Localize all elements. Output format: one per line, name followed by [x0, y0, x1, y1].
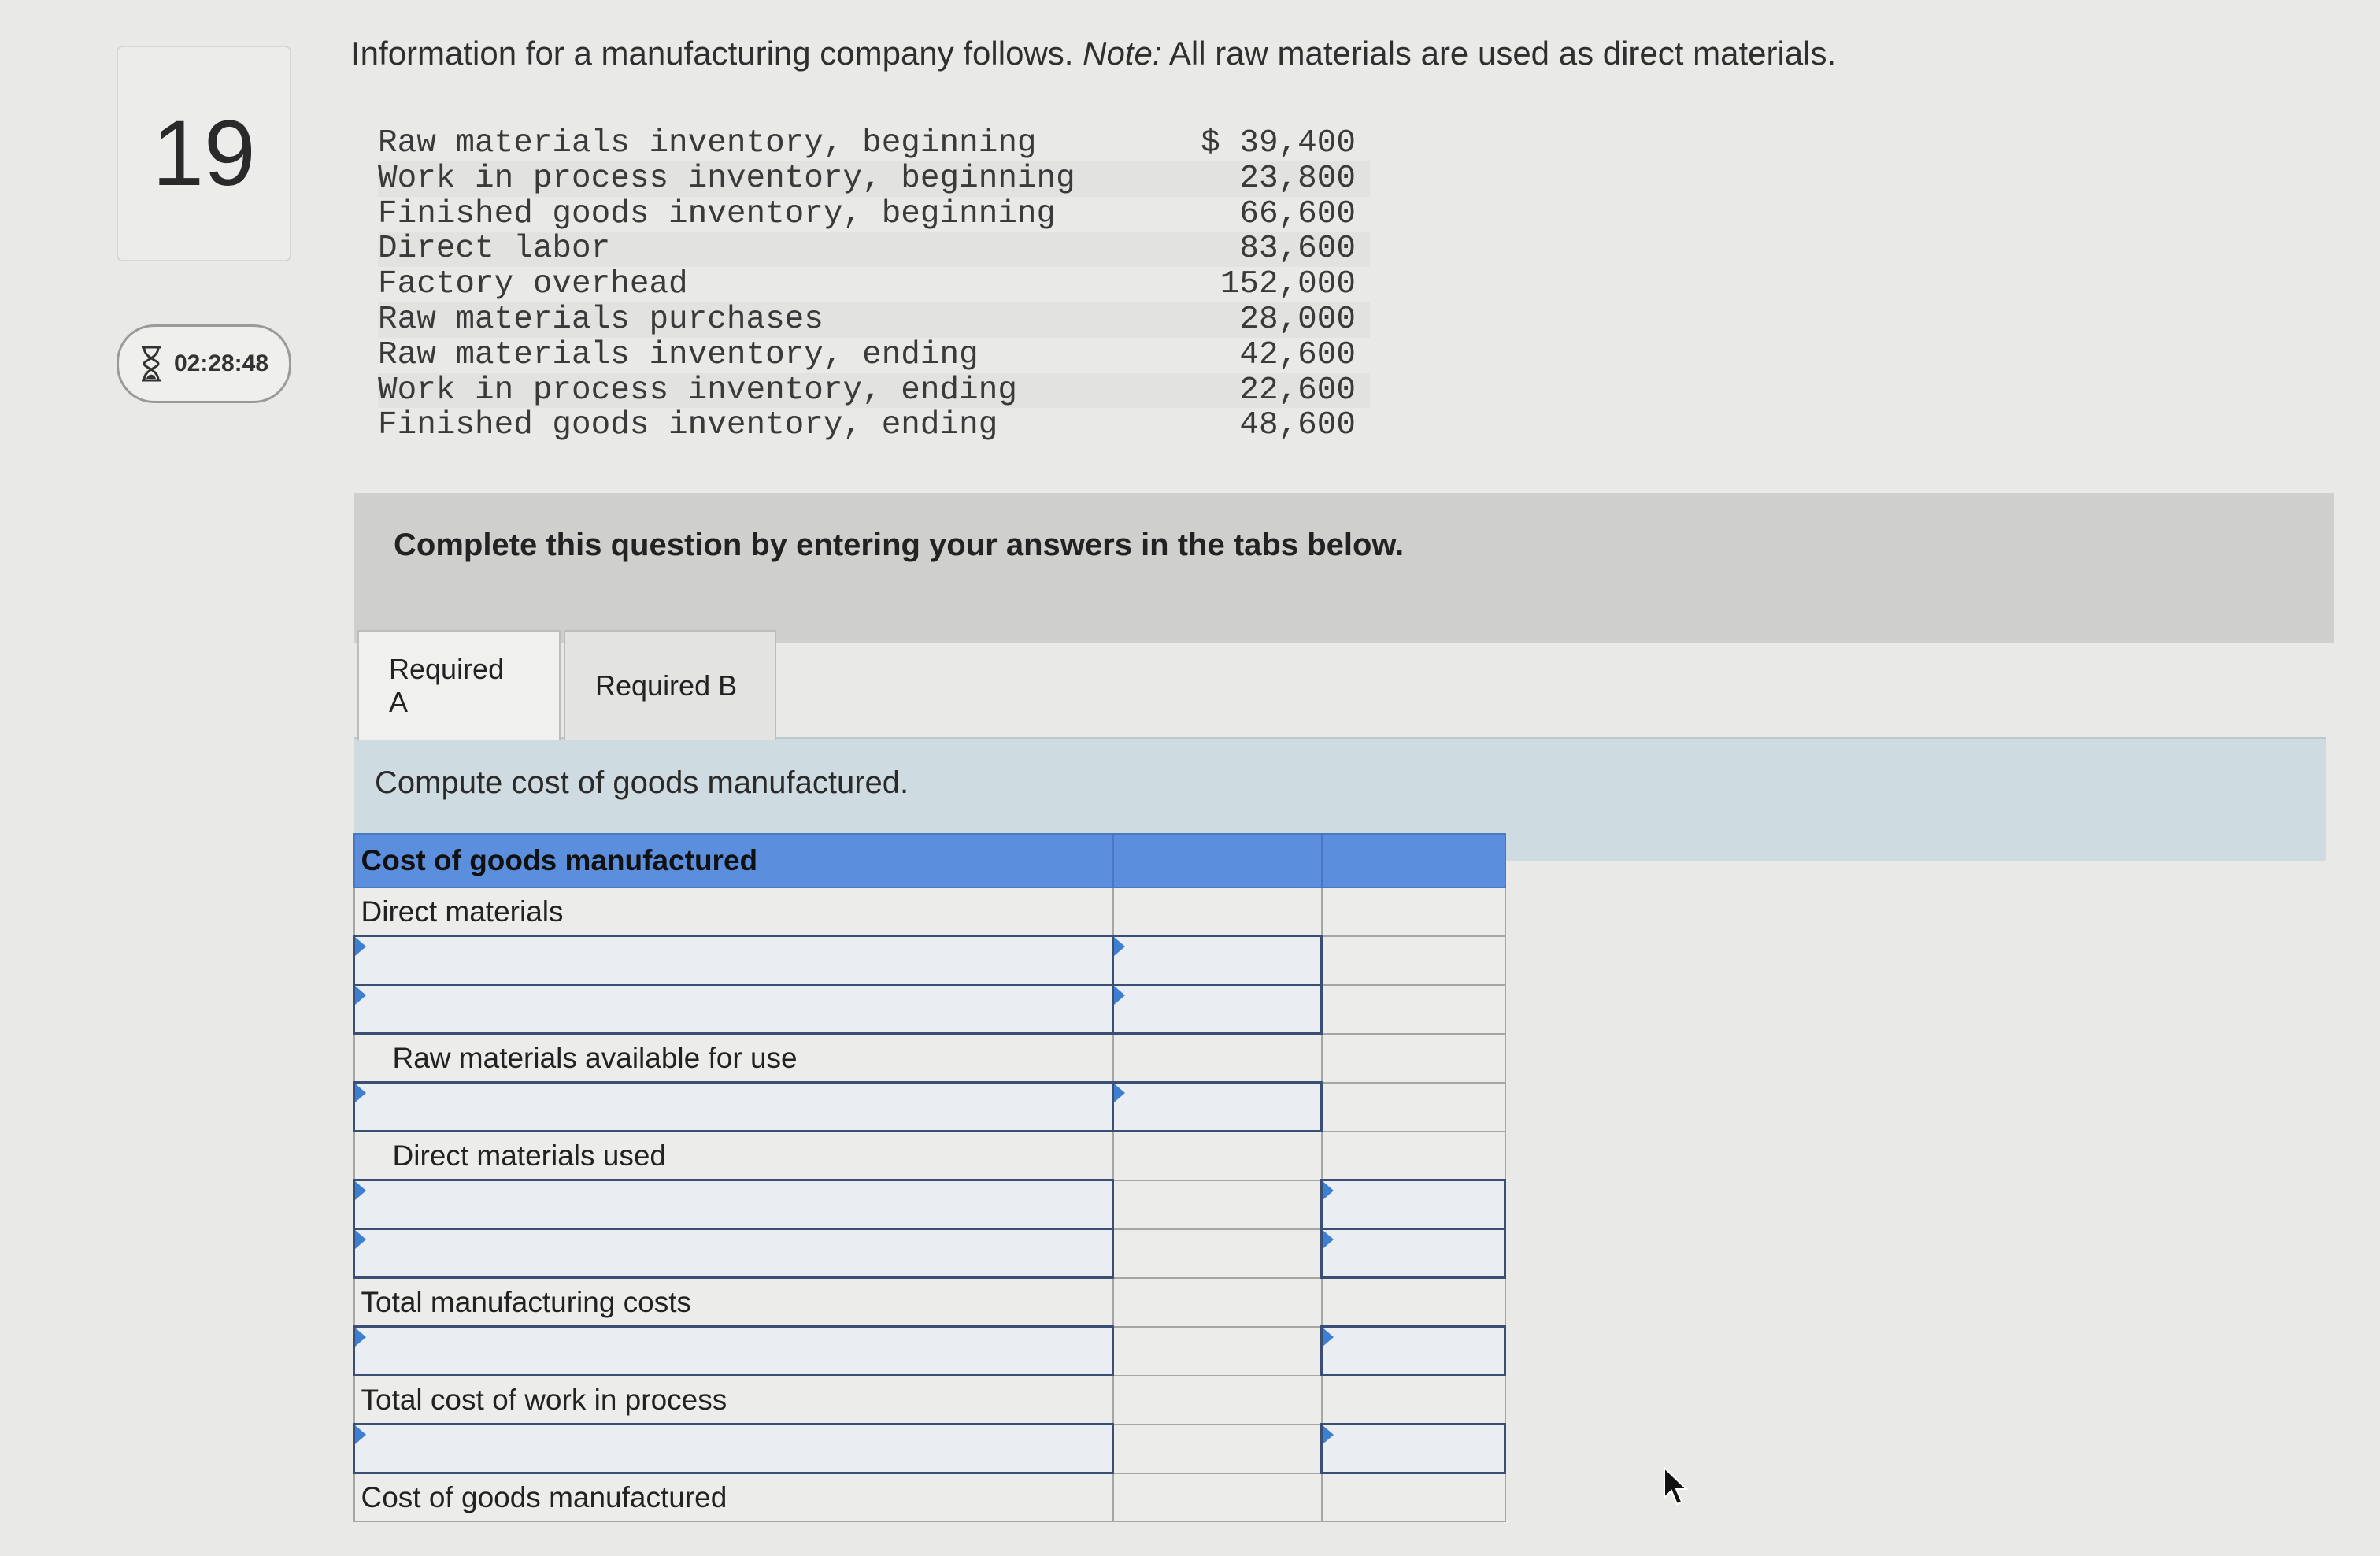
amount-cell	[1113, 887, 1322, 936]
amount-cell	[1113, 1180, 1322, 1229]
timer-text: 02:28:48	[173, 350, 269, 376]
worksheet-header-row	[354, 834, 1505, 887]
intro-note-text: All raw materials are used as direct materials.	[1161, 35, 1837, 72]
table-row	[354, 1034, 1505, 1083]
table-row	[354, 1083, 1505, 1132]
data-value: 48,600	[1239, 407, 1356, 444]
amount-cell	[1113, 1132, 1322, 1180]
cogm-worksheet	[353, 833, 1506, 1522]
total-cell	[1322, 985, 1505, 1034]
data-value: 42,600	[1239, 336, 1356, 373]
total-input[interactable]	[1322, 1424, 1505, 1473]
table-row	[354, 1229, 1505, 1278]
row-label: Direct materials used	[354, 1132, 1113, 1180]
label-input[interactable]	[354, 1424, 1113, 1473]
intro-note-label: Note:	[1083, 35, 1162, 72]
data-label: Factory overhead	[378, 266, 688, 303]
data-value: $ 39,400	[1201, 125, 1356, 161]
header-cell	[1322, 834, 1505, 887]
mouse-cursor-icon	[1663, 1466, 1690, 1511]
table-row	[354, 1473, 1505, 1522]
table-row	[354, 1424, 1505, 1473]
total-input[interactable]	[1322, 1229, 1505, 1278]
label-input[interactable]	[354, 936, 1113, 985]
data-row	[378, 408, 1370, 443]
amount-input[interactable]	[1113, 985, 1322, 1034]
amount-cell	[1113, 1229, 1322, 1278]
timer	[117, 324, 291, 403]
row-label: Direct materials	[354, 887, 1113, 936]
data-label: Finished goods inventory, ending	[378, 407, 998, 444]
data-value: 23,800	[1239, 160, 1356, 197]
tab-required-b[interactable]: Required B	[564, 630, 776, 740]
data-row	[378, 373, 1370, 409]
amount-input[interactable]	[1113, 936, 1322, 985]
data-label: Finished goods inventory, beginning	[378, 195, 1057, 232]
label-input[interactable]	[354, 985, 1113, 1034]
question-number-box	[117, 46, 291, 261]
amount-cell	[1113, 1473, 1322, 1522]
data-label: Raw materials inventory, ending	[378, 336, 979, 373]
intro-lead: Information for a manufacturing company follows.	[351, 35, 1083, 72]
data-row	[378, 338, 1370, 373]
data-row	[378, 267, 1370, 302]
data-label: Work in process inventory, beginning	[378, 160, 1075, 197]
hourglass-icon	[139, 346, 163, 382]
data-row	[378, 302, 1370, 338]
table-row	[354, 1278, 1505, 1327]
total-cell	[1322, 936, 1505, 985]
label-input[interactable]	[354, 1083, 1113, 1132]
table-row	[354, 1327, 1505, 1376]
label-input[interactable]	[354, 1229, 1113, 1278]
row-label: Total manufacturing costs	[354, 1278, 1113, 1327]
worksheet-header: Cost of goods manufactured	[354, 834, 1113, 887]
total-cell	[1322, 1034, 1505, 1083]
total-cell	[1322, 1083, 1505, 1132]
table-row	[354, 985, 1505, 1034]
total-input[interactable]	[1322, 1180, 1505, 1229]
amount-cell	[1113, 1034, 1322, 1083]
data-value: 66,600	[1239, 195, 1356, 232]
amount-input[interactable]	[1113, 1083, 1322, 1132]
instructions-text: Compute cost of goods manufactured.	[375, 765, 909, 800]
data-row	[378, 232, 1370, 267]
data-row	[378, 197, 1370, 232]
amount-cell	[1113, 1376, 1322, 1424]
question-intro	[351, 35, 2335, 72]
data-label: Raw materials purchases	[378, 301, 824, 338]
data-value: 22,600	[1239, 372, 1356, 409]
amount-cell	[1113, 1327, 1322, 1376]
table-row	[354, 1180, 1505, 1229]
data-value: 83,600	[1239, 231, 1356, 268]
data-row	[378, 161, 1370, 197]
table-row	[354, 1132, 1505, 1180]
table-row	[354, 1376, 1505, 1424]
table-row	[354, 887, 1505, 936]
header-cell	[1113, 834, 1322, 887]
row-label: Cost of goods manufactured	[354, 1473, 1113, 1522]
banner-text: Complete this question by entering your answers in the tabs below.	[394, 528, 1405, 562]
total-cell	[1322, 1473, 1505, 1522]
instruction-banner	[354, 493, 2334, 643]
amount-cell	[1113, 1424, 1322, 1473]
label-input[interactable]	[354, 1180, 1113, 1229]
total-cell	[1322, 1278, 1505, 1327]
total-cell	[1322, 1132, 1505, 1180]
total-input[interactable]	[1322, 1327, 1505, 1376]
answer-tabs	[357, 630, 776, 742]
label-input[interactable]	[354, 1327, 1113, 1376]
row-label: Total cost of work in process	[354, 1376, 1113, 1424]
total-cell	[1322, 887, 1505, 936]
given-data-table	[378, 126, 1370, 443]
table-row	[354, 936, 1505, 985]
row-label: Raw materials available for use	[354, 1034, 1113, 1083]
question-number: 19	[152, 102, 256, 206]
data-row	[378, 126, 1370, 161]
total-cell	[1322, 1376, 1505, 1424]
data-label: Work in process inventory, ending	[378, 372, 1017, 409]
tab-required-a[interactable]: Required A	[357, 630, 561, 740]
data-label: Direct labor	[378, 231, 611, 268]
amount-cell	[1113, 1278, 1322, 1327]
data-value: 152,000	[1220, 266, 1356, 303]
data-value: 28,000	[1239, 301, 1356, 338]
data-label: Raw materials inventory, beginning	[378, 125, 1037, 161]
